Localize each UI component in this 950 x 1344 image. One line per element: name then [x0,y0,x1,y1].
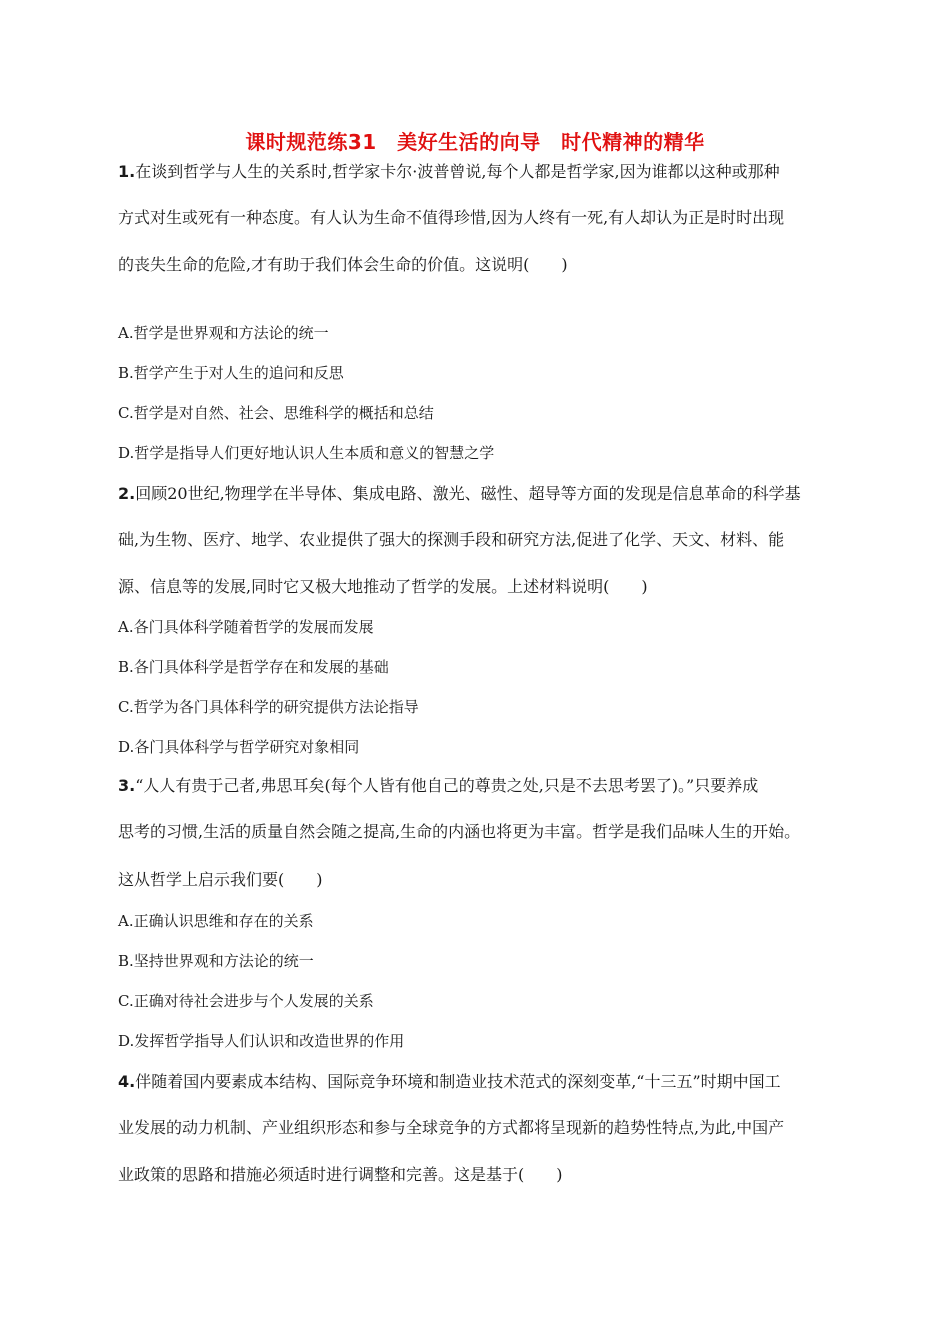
page-title: 课时规范练31 美好生活的向导 时代精神的精华 [245,130,705,154]
question-3-option-c: C.正确对待社会进步与个人发展的关系 [118,992,374,1010]
question-2-line-2: 础,为生物、医疗、地学、农业提供了强大的探测手段和研究方法,促进了化学、天文、材料、能 [118,530,785,549]
question-1-line-1: 1.在谈到哲学与人生的关系时,哲学家卡尔·波普曾说,每个人都是哲学家,因为谁都以这种或那种 [118,162,780,181]
question-1-option-c: C.哲学是对自然、社会、思维科学的概括和总结 [118,404,434,422]
question-4-line-3: 业政策的思路和措施必须适时进行调整和完善。这是基于( ) [118,1165,563,1184]
question-4-line-2: 业发展的动力机制、产业组织形态和参与全球竞争的方式都将呈现新的趋势性特点,为此,中国产 [118,1118,785,1137]
question-4-line-1: 4.伴随着国内要素成本结构、国际竞争环境和制造业技术范式的深刻变革,“十三五”时期中国工 [118,1072,781,1091]
question-4-number: 4. [118,1072,136,1091]
question-2-option-c: C.哲学为各门具体科学的研究提供方法论指导 [118,698,419,716]
question-2-option-a: A.各门具体科学随着哲学的发展而发展 [118,618,374,636]
question-2-number: 2. [118,484,136,503]
question-3-line-3: 这从哲学上启示我们要( ) [118,870,323,889]
question-3-number: 3. [118,776,136,795]
question-3-option-b: B.坚持世界观和方法论的统一 [118,952,314,970]
question-3-option-d: D.发挥哲学指导人们认识和改造世界的作用 [118,1032,405,1050]
question-3-line-1: 3.“人人有贵于己者,弗思耳矣(每个人皆有他自己的尊贵之处,只是不去思考罢了)。”只要养成 [118,776,759,795]
question-1-line-3: 的丧失生命的危险,才有助于我们体会生命的价值。这说明( ) [118,255,568,274]
question-1-number: 1. [118,162,136,181]
question-1-option-b: B.哲学产生于对人生的追问和反思 [118,364,344,382]
question-1-option-a: A.哲学是世界观和方法论的统一 [118,324,329,342]
question-2-line-3: 源、信息等的发展,同时它又极大地推动了哲学的发展。上述材料说明( ) [118,577,648,596]
question-3-line-2: 思考的习惯,生活的质量自然会随之提高,生命的内涵也将更为丰富。哲学是我们品味人生的开始。 [118,822,801,841]
question-1-option-d: D.哲学是指导人们更好地认识人生本质和意义的智慧之学 [118,444,495,462]
question-2-option-d: D.各门具体科学与哲学研究对象相同 [118,738,360,756]
question-1-line-2: 方式对生或死有一种态度。有人认为生命不值得珍惜,因为人终有一死,有人却认为正是时时出现 [118,208,785,227]
question-2-line-1: 2.回顾20世纪,物理学在半导体、集成电路、激光、磁性、超导等方面的发现是信息革命的科学基 [118,484,801,503]
question-2-option-b: B.各门具体科学是哲学存在和发展的基础 [118,658,389,676]
question-3-option-a: A.正确认识思维和存在的关系 [118,912,314,930]
